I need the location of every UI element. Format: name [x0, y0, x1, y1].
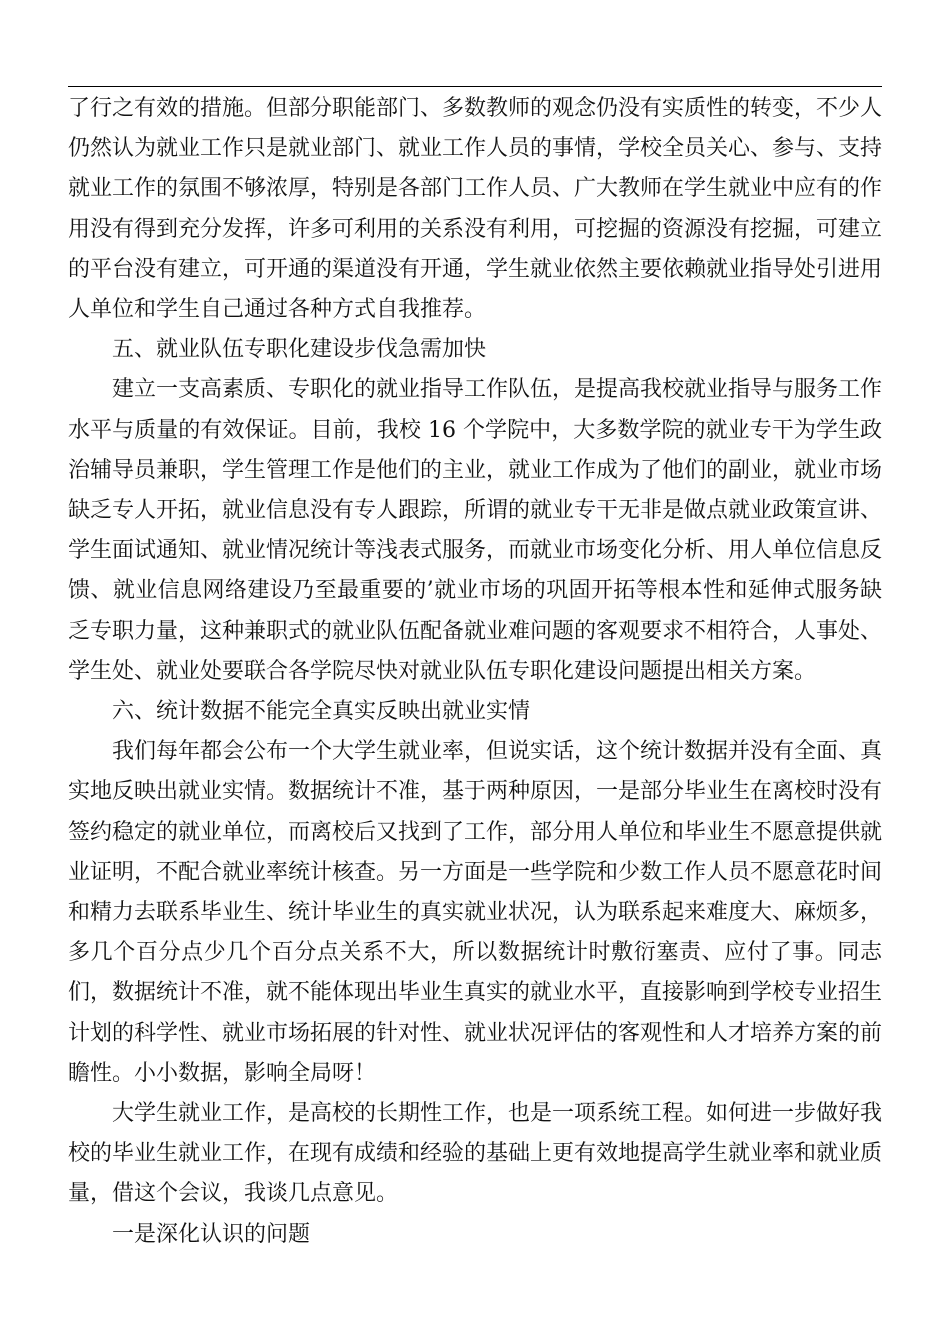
paragraph-summary: 大学生就业工作，是高校的长期性工作，也是一项系统工程。如何进一步做好我校的毕业生就业工作，在现有成绩和经验的基础上更有效地提高学生就业率和就业质量，借这个会议，我谈几点意见。	[68, 1101, 883, 1207]
section-heading-5: 五、就业队伍专职化建设步伐急需加快	[112, 337, 487, 363]
paragraph-section-6: 我们每年都会公布一个大学生就业率，但说实话，这个统计数据并没有全面、真实地反映出就业实情。数据统计不准，基于两种原因，一是部分毕业生在离校时没有签约稳定的就业单位，而离校后又找到了工作，部分用人单位和毕业生不愿意提供就业证明，不配合就业率统计核查。另一方面是一些学院和少数工作人员不愿意花时间和精力去联系毕业生、统计毕业生的真实就业状况，认为联系起来难度大、麻烦多，多几个百分点少几个百分点关系不大，所以数据统计时敷衍塞责、应付了事。同志们，数据统计不准，就不能体现出毕业生真实的就业水平，直接影响到学校专业招生计划的科学性、就业市场拓展的针对性、就业状况评估的客观性和人才培养方案的前瞻性。小小数据，影响全局呀！	[68, 739, 883, 1086]
paragraph-continuation: 了行之有效的措施。但部分职能部门、多数教师的观念仍没有实质性的转变，不少人仍然认为就业工作只是就业部门、就业工作人员的事情，学校全员关心、参与、支持就业工作的氛围不够浓厚，特别是各部门工作人员、广大教师在学生就业中应有的作用没有得到充分发挥，许多可利用的关系没有利用，可挖掘的资源没有挖掘，可建立的平台没有建立，可开通的渠道没有开通，学生就业依然主要依赖就业指导处引进用人单位和学生自己通过各种方式自我推荐。	[68, 96, 883, 323]
point-heading-1: 一是深化认识的问题	[112, 1221, 311, 1247]
paragraph-section-5: 建立一支高素质、专职化的就业指导工作队伍，是提高我校就业指导与服务工作水平与质量的有效保证。目前，我校 16 个学院中，大多数学院的就业专干为学生政治辅导员兼职，学生管理工作是他们的主业，就业工作成为了他们的副业，就业市场缺乏专人开拓，就业信息没有专人跟踪，所谓的就业专干无非是做点就业政策宣讲、学生面试通知、就业情况统计等浅表式服务，而就业市场变化分析、用人单位信息反馈、就业信息网络建设乃至最重要的’就业市场的巩固开拓等根本性和延伸式服务缺乏专职力量，这种兼职式的就业队伍配备就业难问题的客观要求不相符合，人事处、学生处、就业处要联合各学院尽快对就业队伍专职化建设问题提出相关方案。	[68, 377, 883, 684]
document-body	[68, 89, 882, 1255]
section-heading-6: 六、统计数据不能完全真实反映出就业实情	[112, 699, 531, 725]
header-rule	[68, 86, 882, 87]
